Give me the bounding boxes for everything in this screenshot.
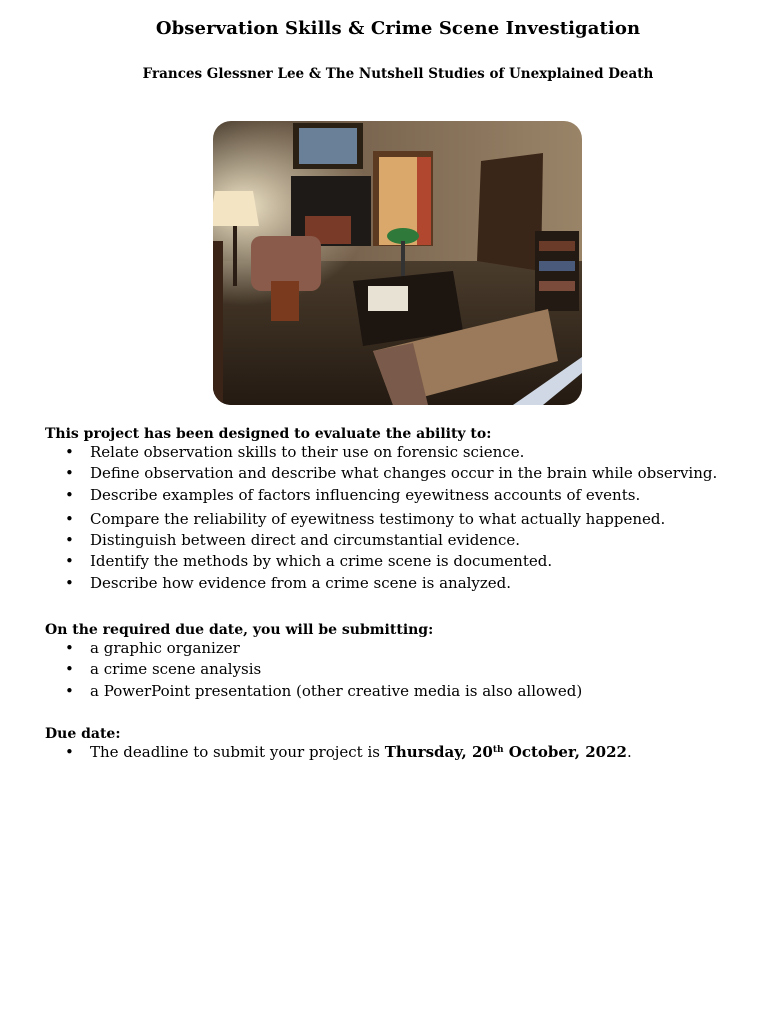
bullet-icon: • (65, 573, 74, 592)
diorama-photo (213, 121, 582, 405)
bullet-icon: • (65, 485, 74, 504)
list-item: • The deadline to submit your project is Thursday, 20th October, 2022. (45, 742, 632, 763)
objectives-section (45, 426, 717, 594)
list-item: • Compare the reliability of eyewitness testimony to what actually happened. (45, 509, 717, 530)
objectives-heading: This project has been designed to evaluate the ability to: (45, 426, 492, 442)
submission-list (45, 638, 582, 702)
due-date-section (45, 726, 632, 763)
due-date-list (45, 742, 632, 763)
list-item: • Distinguish between direct and circumstantial evidence. (45, 530, 717, 551)
bullet-icon: • (65, 660, 74, 679)
bullet-icon: • (65, 552, 74, 571)
list-item: • a crime scene analysis (45, 659, 582, 680)
submission-heading: On the required due date, you will be submitting: (45, 622, 434, 638)
due-date-heading: Due date: (45, 726, 121, 742)
page-subtitle: Frances Glessner Lee & The Nutshell Studies of Unexplained Death (142, 66, 654, 82)
bullet-icon: • (65, 464, 74, 483)
list-item: • Describe how evidence from a crime scene is analyzed. (45, 573, 717, 594)
bullet-icon: • (65, 531, 74, 550)
due-day: Thursday, 20th October, 2022 (384, 743, 627, 761)
objectives-list (45, 442, 717, 594)
list-item: • Define observation and describe what changes occur in the brain while observing. (45, 463, 717, 484)
list-item: • Describe examples of factors influencing eyewitness accounts of events. (45, 485, 717, 506)
list-item: • a graphic organizer (45, 638, 582, 659)
list-item: • Relate observation skills to their use on forensic science. (45, 442, 717, 463)
due-text: The deadline to submit your project is (90, 743, 385, 761)
bullet-icon: • (65, 681, 74, 700)
bullet-icon: • (65, 509, 74, 528)
bullet-icon: • (65, 743, 74, 761)
submission-section (45, 622, 582, 702)
bullet-icon: • (65, 443, 74, 461)
list-item: • a PowerPoint presentation (other creative media is also allowed) (45, 681, 582, 702)
page-title: Observation Skills & Crime Scene Investigation (155, 18, 641, 39)
bullet-icon: • (65, 639, 74, 657)
list-item: • Identify the methods by which a crime scene is documented. (45, 551, 717, 572)
